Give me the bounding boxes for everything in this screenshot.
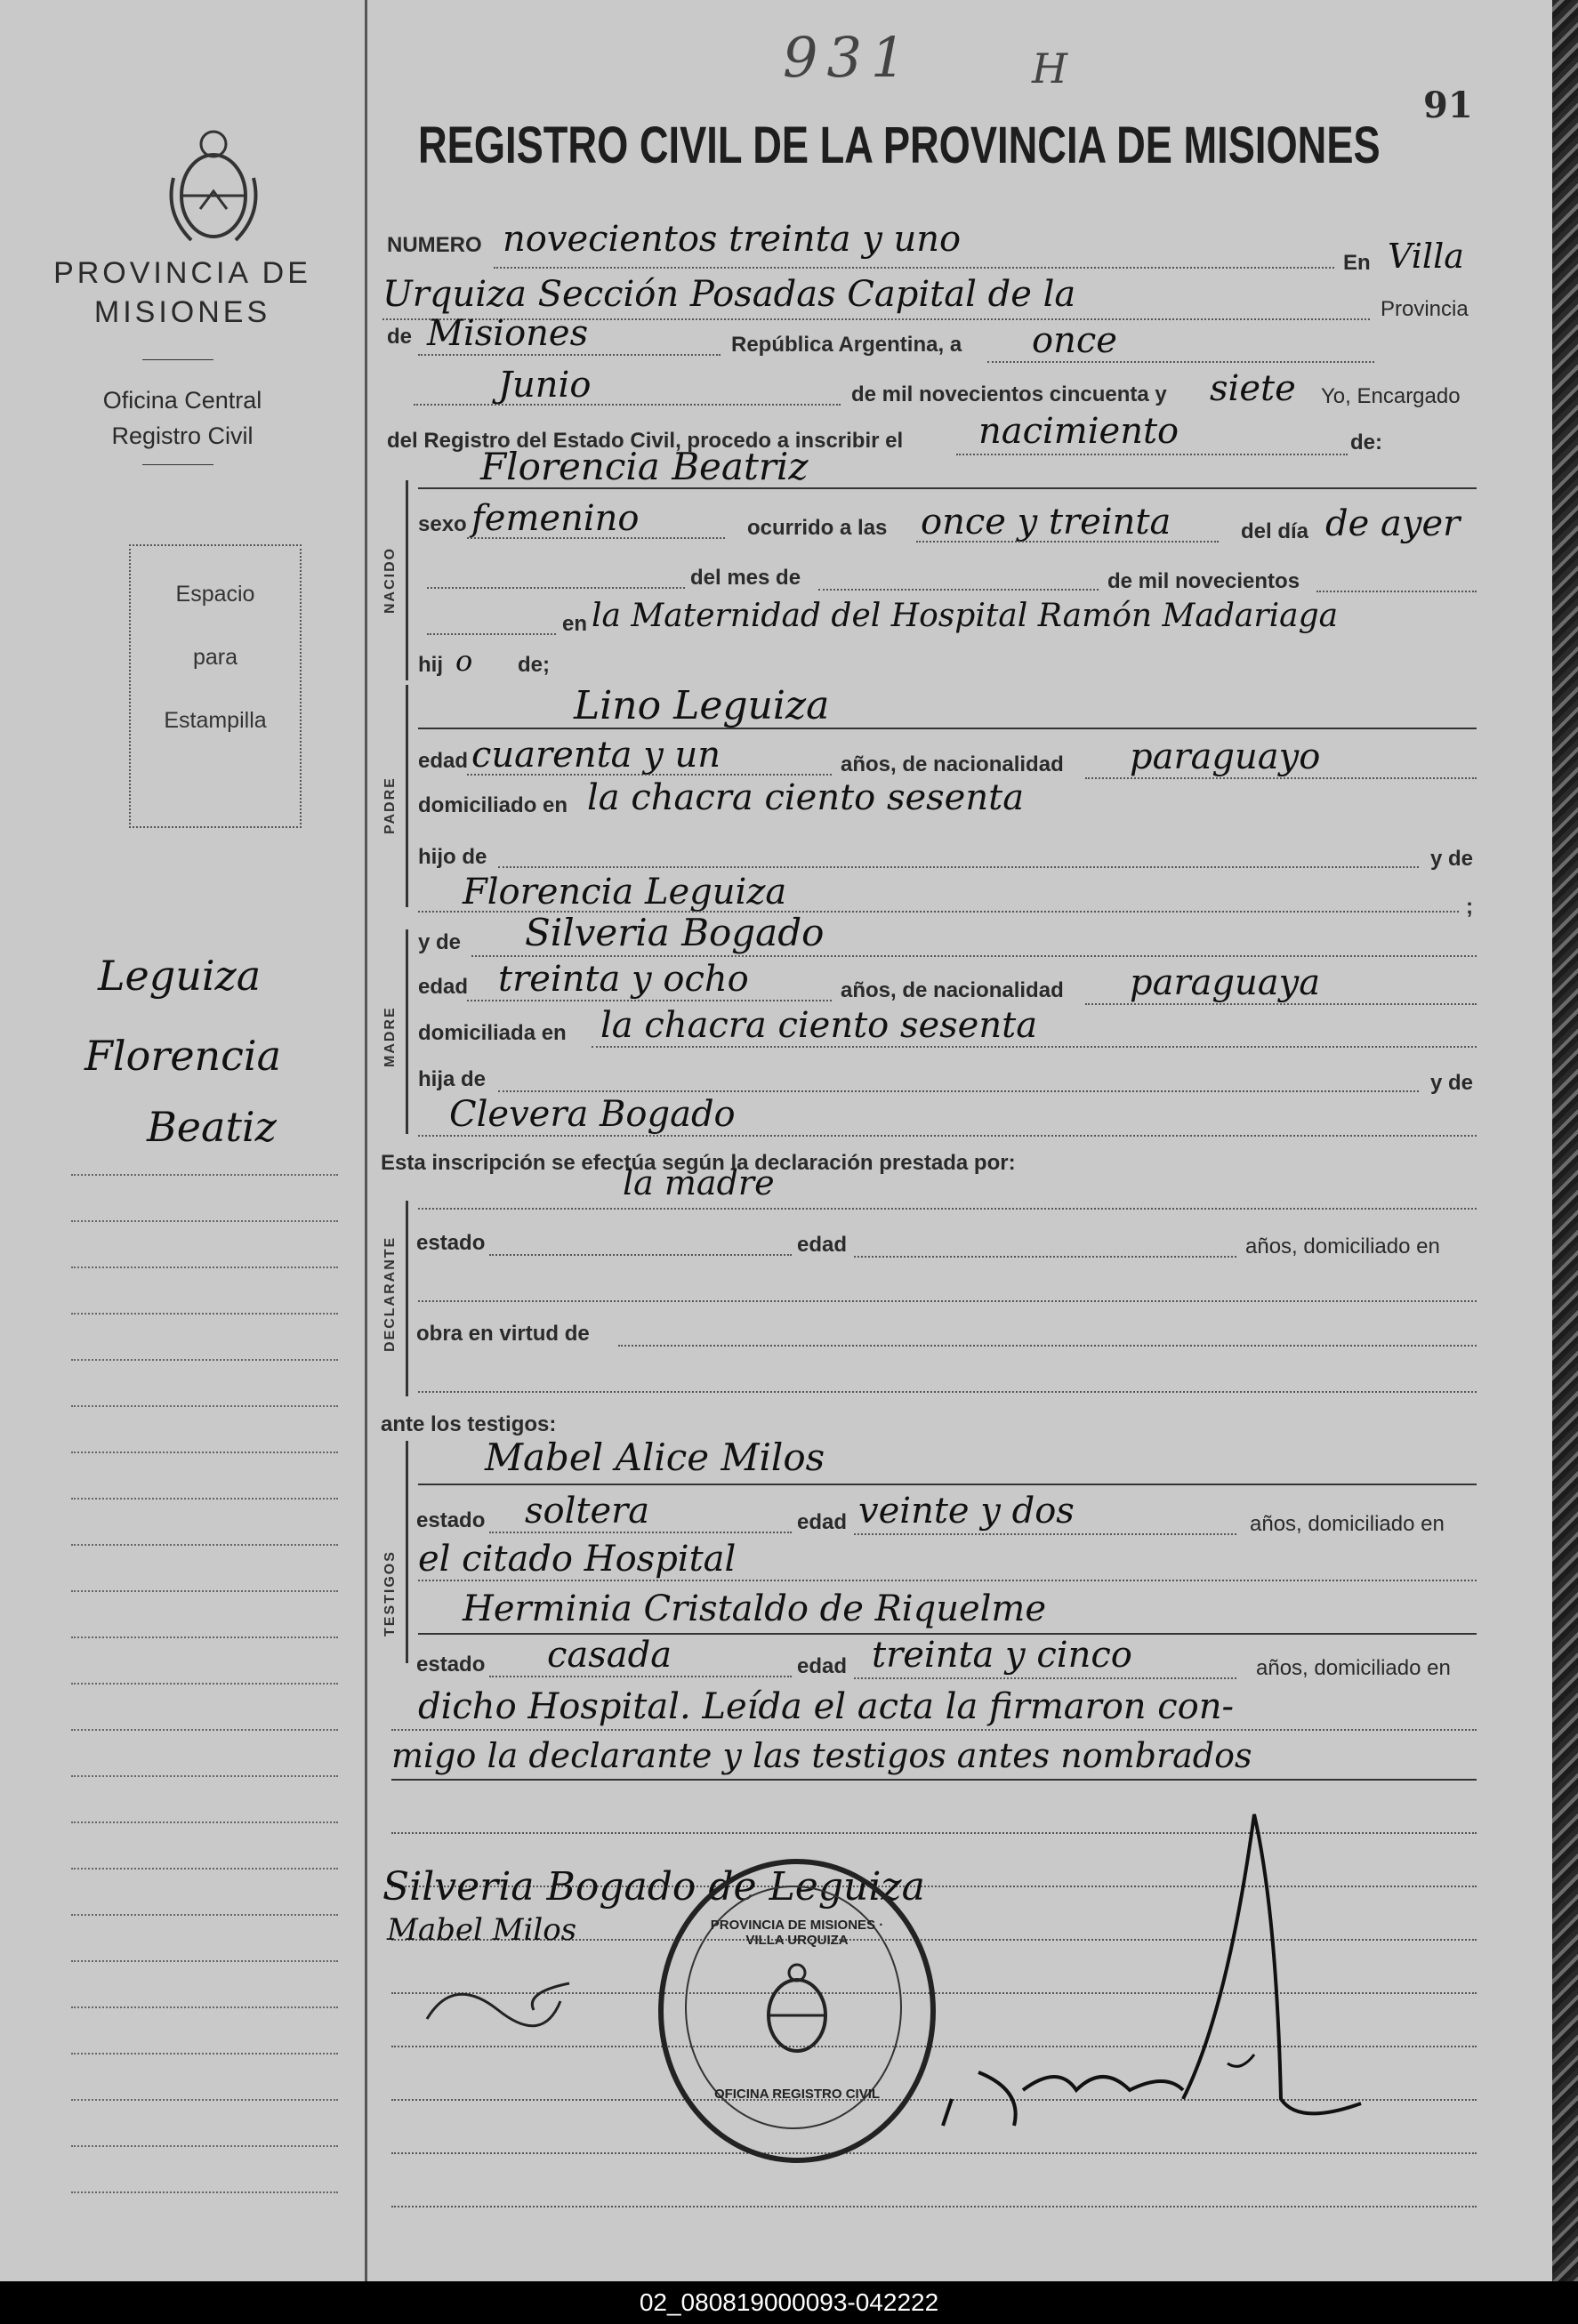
section-bar [406, 685, 408, 907]
stamp-box-line-1: Espacio [175, 582, 255, 607]
ruled-line [71, 1590, 338, 1592]
day-value: once [1032, 320, 1117, 361]
dia-value: de ayer [1325, 503, 1461, 544]
dia-label: del día [1241, 519, 1309, 543]
solid-line [391, 1779, 1477, 1781]
dotted-line [489, 1254, 792, 1256]
dotted-line [854, 1256, 1236, 1258]
province-line-2: MISIONES [93, 295, 271, 329]
archive-code: 02_080819000093-042222 [0, 2281, 1578, 2324]
section-bar [406, 480, 408, 680]
ruled-line [71, 1729, 338, 1731]
coat-of-arms-icon [165, 125, 262, 249]
stamp-box [129, 544, 302, 828]
ruled-line [71, 1636, 338, 1638]
dotted-line [494, 267, 1334, 269]
dotted-line [854, 1533, 1236, 1535]
dotted-line [471, 955, 1477, 957]
testigo-2-estado-label: estado [416, 1653, 486, 1677]
dotted-line [467, 774, 832, 776]
stamp-box-line-3: Estampilla [164, 708, 267, 733]
divider [142, 464, 213, 465]
testigo-2-estado: casada [547, 1635, 672, 1676]
office-line-2: Registro Civil [111, 422, 254, 449]
section-label-testigos: TESTIGOS [382, 1550, 398, 1636]
mes-label: del mes de [690, 566, 801, 590]
ocurrido-label: ocurrido a las [747, 516, 888, 540]
dotted-line [418, 1135, 1477, 1137]
lugar-value: la Maternidad del Hospital Ramón Madariaga [592, 598, 1339, 634]
folio-number: 91 [1423, 84, 1473, 126]
margin-note-surname: Leguiza [98, 952, 262, 1000]
province-line-1: PROVINCIA DE [53, 256, 311, 290]
ruled-line [71, 2006, 338, 2008]
solid-line [418, 1484, 1477, 1485]
dotted-line [854, 1677, 1236, 1679]
testigo-1-name: Mabel Alice Milos [485, 1435, 825, 1479]
de-label: de [387, 325, 413, 349]
ruled-line [71, 1313, 338, 1315]
numero-label: NUMERO [387, 233, 482, 257]
dotted-line [592, 1046, 1477, 1048]
section-bar [406, 1441, 408, 1663]
section-label-nacido: NACIDO [382, 546, 398, 614]
signature-mother: Silveria Bogado de Leguiza [382, 1864, 925, 1910]
madre-y-de-2-label: y de [1430, 1071, 1474, 1095]
testigo-1-dom: el citado Hospital [418, 1539, 737, 1580]
dotted-line [489, 1676, 792, 1677]
solid-line [418, 728, 1477, 729]
testigo-2-edad: treinta y cinco [872, 1635, 1132, 1676]
padre-dom-label: domiciliado en [418, 793, 568, 817]
padre-name: Lino Leguiza [574, 683, 830, 728]
solid-line [418, 487, 1477, 489]
registro-label: del Registro del Estado Civil, procedo a inscribir el [387, 429, 904, 453]
encargado-label: Yo, Encargado [1321, 384, 1461, 408]
provincia-value: Misiones [427, 313, 589, 354]
padre-hijo-label: hijo de [418, 845, 487, 869]
testigo-1-estado: soltera [525, 1491, 650, 1532]
ruled-line [71, 1267, 338, 1268]
dotted-line [418, 354, 721, 356]
ruled-line [71, 1683, 338, 1685]
place-value: Urquiza Sección Posadas Capital de la [382, 274, 1076, 315]
closing-line-2: migo la declarante y las testigos antes nombrados [391, 1736, 1252, 1775]
madre-hija-label: hija de [418, 1067, 487, 1091]
divider [142, 359, 213, 360]
ruled-line [71, 1451, 338, 1453]
sexo-value: femenino [471, 498, 640, 539]
officer-signature [400, 1805, 1494, 2161]
stamp-box-line-2: para [192, 645, 238, 670]
padre-nac-value: paraguayo [1130, 736, 1321, 777]
en-lugar-label: en [562, 612, 588, 636]
madre-name: Silveria Bogado [525, 911, 825, 954]
document-title: REGISTRO CIVIL DE LA PROVINCIA DE MISIONES [418, 117, 1381, 174]
seal-outer-text: PROVINCIA DE MISIONES · VILLA URQUIZA [710, 1918, 884, 1948]
padre-nac-label: años, de nacionalidad [841, 752, 1064, 776]
dotted-line [391, 2206, 1477, 2207]
left-margin-column [0, 0, 367, 2281]
ruled-line [71, 2191, 338, 2193]
ruled-line [71, 2145, 338, 2147]
dotted-line [489, 1532, 792, 1533]
provincia-label: Provincia [1381, 297, 1469, 321]
ruled-line [71, 1914, 338, 1916]
section-bar [406, 929, 408, 1134]
section-label-declarante: DECLARANTE [382, 1235, 398, 1352]
madre-edad-value: treinta y ocho [498, 959, 749, 1000]
en-label: En [1343, 251, 1371, 275]
dotted-line [956, 454, 1348, 455]
padre-edad-label: edad [418, 749, 469, 773]
dotted-line [467, 1000, 832, 1001]
ruled-line [71, 1359, 338, 1361]
dotted-line [418, 1300, 1477, 1302]
act-value: nacimiento [978, 411, 1179, 452]
dotted-line [418, 1208, 1477, 1210]
sexo-label: sexo [418, 512, 467, 536]
madre-edad-label: edad [418, 975, 469, 999]
seal-bottom-text: OFICINA REGISTRO CIVIL [713, 2087, 881, 2102]
ruled-line [71, 1821, 338, 1823]
nacido-name: Florencia Beatriz [480, 445, 809, 488]
en-value: Villa [1388, 237, 1464, 276]
dotted-line [1316, 591, 1477, 592]
ruled-line [71, 1498, 338, 1500]
margin-note-name-2: Beatiz [147, 1103, 277, 1151]
testigos-label: ante los testigos: [381, 1412, 557, 1436]
ruled-line [71, 2053, 338, 2055]
madre-dom-value: la chacra ciento sesenta [600, 1005, 1038, 1046]
section-label-madre: MADRE [382, 1006, 398, 1067]
month-value: Junio [498, 365, 592, 406]
book-binding [1552, 0, 1578, 2281]
dotted-line [418, 1391, 1477, 1393]
declarante-dom-label: años, domiciliado en [1245, 1234, 1440, 1258]
hora-value: once y treinta [921, 502, 1171, 543]
testigo-dom-label: años, domiciliado en [1250, 1512, 1445, 1536]
dotted-line [498, 866, 1419, 868]
republica-label: República Argentina, a [731, 333, 962, 357]
declarante-edad-label: edad [797, 1233, 848, 1257]
madre-nac-label: años, de nacionalidad [841, 978, 1064, 1002]
testigo-2-dom-label: años, domiciliado en [1256, 1656, 1451, 1680]
testigo-2-edad-label: edad [797, 1654, 848, 1678]
dotted-line [427, 633, 556, 635]
madre-dom-label: domiciliada en [418, 1021, 567, 1045]
ruled-line [71, 1868, 338, 1870]
dotted-line [818, 589, 1099, 591]
declarante-obra-label: obra en virtud de [416, 1322, 590, 1346]
ruled-line [71, 1220, 338, 1222]
ruled-line [71, 1174, 338, 1176]
madre-y-de-label: y de [418, 930, 462, 954]
dotted-line [987, 361, 1374, 363]
padre-dom-value: la chacra ciento sesenta [587, 777, 1025, 818]
semicolon: ; [1466, 895, 1473, 919]
year-value: siete [1210, 368, 1296, 409]
section-bar [406, 1201, 408, 1396]
dotted-line [418, 1580, 1477, 1581]
ruled-line [71, 1405, 338, 1407]
ruled-line [71, 1960, 338, 1962]
ruled-line [71, 1544, 338, 1546]
declarante-estado-label: estado [416, 1231, 486, 1255]
testigo-1-edad: veinte y dos [858, 1491, 1075, 1532]
archive-number: 931 [783, 25, 915, 90]
padre-parent-value: Florencia Leguiza [463, 872, 787, 913]
hijo-label: hij [418, 653, 443, 677]
dotted-line [427, 587, 685, 589]
margin-note-name-1: Florencia [85, 1032, 282, 1080]
numero-value: novecientos treinta y uno [503, 219, 962, 260]
office-line-1: Oficina Central [102, 387, 262, 414]
padre-y-de-label: y de [1430, 847, 1474, 871]
closing-line-1: dicho Hospital. Leída el acta la firmaron con- [418, 1686, 1235, 1727]
dotted-line [498, 1090, 1419, 1092]
archive-letter: H [1032, 44, 1068, 92]
hijo-de-label: de; [518, 653, 550, 677]
dotted-line [618, 1345, 1477, 1347]
madre-nac-value: paraguaya [1130, 962, 1321, 1003]
year-label: de mil novecientos cincuenta y [851, 382, 1167, 406]
de-colon-label: de: [1350, 430, 1382, 454]
declaracion-value: la madre [623, 1163, 775, 1202]
hijo-suffix: o [455, 644, 473, 678]
section-label-padre: PADRE [382, 776, 398, 834]
madre-parent-value: Clevera Bogado [449, 1094, 736, 1135]
padre-edad-value: cuarenta y un [471, 735, 721, 776]
signature-witness: Mabel Milos [387, 1912, 577, 1948]
dotted-line [467, 537, 725, 539]
testigo-edad-label: edad [797, 1510, 848, 1534]
ruled-line [71, 1775, 338, 1777]
dotted-line [414, 404, 841, 406]
dotted-line [391, 1729, 1477, 1731]
dotted-line [916, 541, 1219, 543]
ruled-line [71, 2099, 338, 2101]
testigo-2-name: Herminia Cristaldo de Riquelme [463, 1588, 1047, 1629]
mil-label: de mil novecientos [1107, 569, 1300, 593]
dotted-line [1085, 1003, 1477, 1005]
declaracion-label: Esta inscripción se efectúa según la declaración prestada por: [381, 1151, 1016, 1175]
dotted-line [1085, 777, 1477, 779]
testigo-estado-label: estado [416, 1508, 486, 1532]
